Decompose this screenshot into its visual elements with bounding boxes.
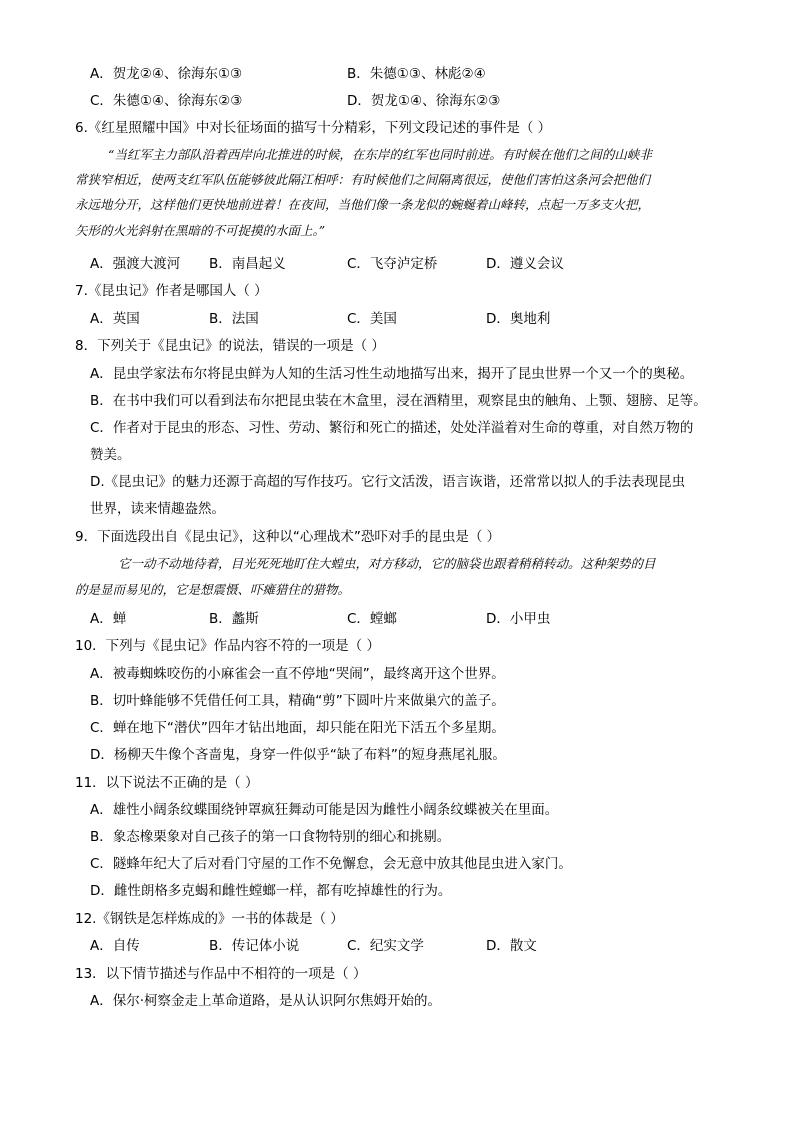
q10-option-c: C．蝉在地下“潜伏”四年才钻出地面，却只能在阳光下活五个多星期。 (90, 720, 505, 736)
q6-option-c: C．飞夺泸定桥 (347, 256, 438, 272)
q12-stem: 12.《钢铁是怎样炼成的》一书的体裁是（ ） (75, 911, 344, 927)
q9-option-a: A．蝉 (90, 611, 127, 627)
q10-stem: 10．下列与《昆虫记》作品内容不符的一项是（ ） (75, 638, 380, 654)
q13-option-a: A．保尔·柯察金走上革命道路，是从认识阿尔焦姆开始的。 (90, 993, 442, 1009)
q9-option-c: C．螳螂 (347, 611, 397, 627)
q9-option-b: B．蠡斯 (209, 611, 259, 627)
q11-option-a: A．雄性小阔条纹蝶围绕钟罩疯狂舞动可能是因为雌性小阔条纹蝶被关在里面。 (90, 802, 559, 818)
q6-passage-line: 永远地分开，这样他们更快地前进着！在夜间，当他们像一条龙似的蜿蜒着山峰转，点起一万多支火把， (75, 197, 651, 212)
q5-option-a: A．贺龙②④、徐海东①③ (90, 66, 243, 82)
q7-stem: 7.《昆虫记》作者是哪国人（ ） (75, 283, 268, 299)
q11-stem: 11．以下说法不正确的是（ ） (75, 775, 259, 791)
q6-passage-line: 常狭窄相近，使两支红军队伍能够彼此隔江相呼：有时候他们之间隔离很远，使他们害怕这条河会把他们 (75, 172, 651, 187)
q8-option-c: C．作者对于昆虫的形态、习性、劳动、繁衍和死亡的描述，处处洋溢着对生命的尊重，对自然万物的 (90, 420, 694, 436)
q8-option-d-cont: 世界，读来情趣盎然。 (90, 501, 225, 517)
q12-option-a: A．自传 (90, 938, 140, 954)
q9-passage-line: 它一动不动地待着，目光死死地盯住大蝗虫，对方移动，它的脑袋也跟着稍稍转动。这种架势的目 (118, 556, 656, 571)
q11-option-b: B．象态橡栗象对自己孩子的第一口食物特别的细心和挑剔。 (90, 829, 451, 845)
q7-option-b: B．法国 (209, 311, 259, 327)
q8-option-d: D.《昆虫记》的魅力还源于高超的写作技巧。它行文活泼，语言诙谐，还常常以拟人的手法表现昆虫 (90, 474, 686, 490)
q6-passage-line: 矢形的火光斜射在黑暗的不可捉摸的水面上。” (75, 223, 326, 238)
q6-passage-line: “当红军主力部队沿着西岸向北推进的时候，在东岸的红军也同时前进。有时候在他们之间的山峡非 (108, 147, 652, 162)
q9-passage-line: 的是显而易见的，它是想震慑、吓瘫猎住的猎物。 (75, 582, 351, 597)
q10-option-d: D．杨柳天牛像个吝啬鬼，身穿一件似乎“缺了布料”的短身燕尾礼服。 (90, 747, 506, 763)
q5-option-b: B．朱德①③、林彪②④ (347, 66, 486, 82)
q9-option-d: D．小甲虫 (486, 611, 551, 627)
q11-option-d: D．雌性朗格多克蝎和雌性螳螂一样，都有吃掉雄性的行为。 (90, 883, 452, 899)
q7-option-c: C．美国 (347, 311, 397, 327)
q12-option-d: D．散文 (486, 938, 537, 954)
q6-stem: 6.《红星照耀中国》中对长征场面的描写十分精彩，下列文段记述的事件是（ ） (75, 120, 552, 136)
q10-option-a: A．被毒蜘蛛咬伤的小麻雀会一直不停地“哭闹”，最终离开这个世界。 (90, 666, 505, 682)
q12-option-b: B．传记体小说 (209, 938, 300, 954)
q7-option-a: A．英国 (90, 311, 140, 327)
q8-option-a: A．昆虫学家法布尔将昆虫鲜为人知的生活习性生动地描写出来，揭开了昆虫世界一个又一个的奥秘。 (90, 366, 694, 382)
q13-stem: 13．以下情节描述与作品中不相符的一项是（ ） (75, 966, 367, 982)
q5-option-d: D．贺龙①④、徐海东②③ (347, 93, 501, 109)
q6-option-b: B．南昌起义 (209, 256, 286, 272)
q12-option-c: C．纪实文学 (347, 938, 424, 954)
q8-option-b: B．在书中我们可以看到法布尔把昆虫装在木盒里，浸在酒精里，观察昆虫的触角、上颚、翅膀、足等。 (90, 393, 707, 409)
q6-option-d: D．遵义会议 (486, 256, 564, 272)
q7-option-d: D．奥地利 (486, 311, 551, 327)
q6-option-a: A．强渡大渡河 (90, 256, 181, 272)
q5-option-c: C．朱德①④、徐海东②③ (90, 93, 243, 109)
q11-option-c: C．隧蜂年纪大了后对看门守屋的工作不免懈怠，会无意中放其他昆虫进入家门。 (90, 856, 572, 872)
q8-stem: 8．下列关于《昆虫记》的说法，错误的一项是（ ） (75, 338, 385, 354)
q9-stem: 9．下面选段出自《昆虫记》，这种以“心理战术”恐吓对手的昆虫是（ ） (75, 529, 501, 545)
q8-option-c-cont: 赞美。 (90, 447, 131, 463)
q10-option-b: B．切叶蜂能够不凭借任何工具，精确“剪”下圆叶片来做巢穴的盖子。 (90, 693, 505, 709)
